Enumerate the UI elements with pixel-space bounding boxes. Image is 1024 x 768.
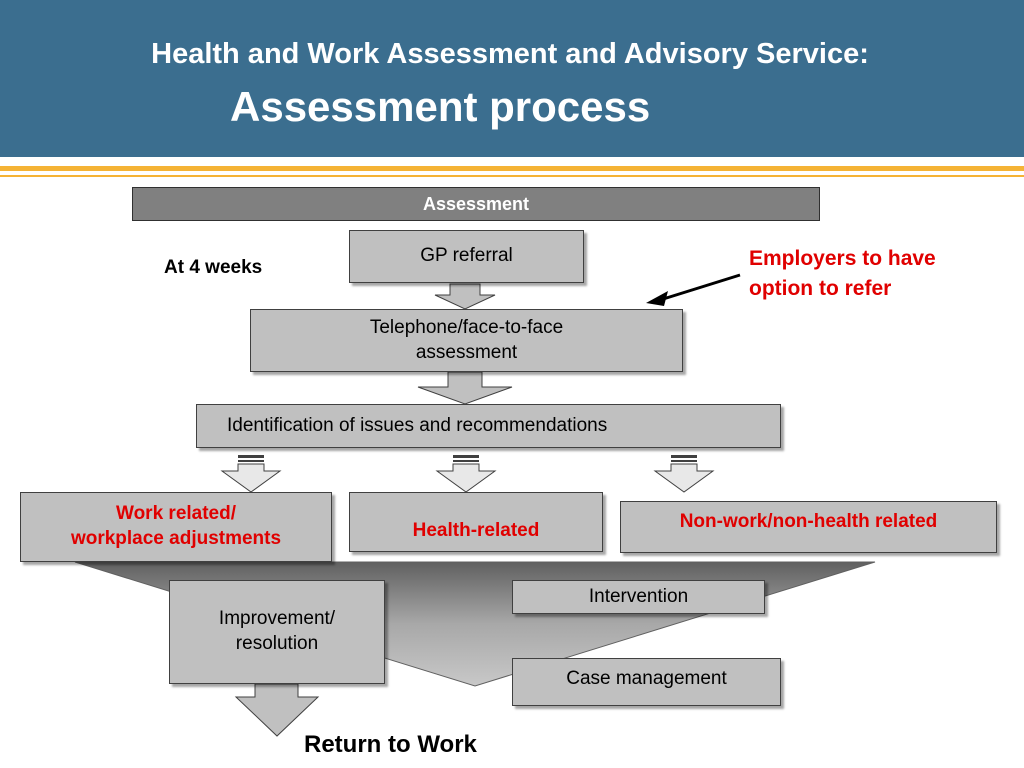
down-arrow-gp (435, 284, 495, 309)
telephone-assessment-line2: assessment (415, 341, 518, 363)
health-related-label: Health-related (412, 519, 540, 541)
improvement-line1: Improvement/ (218, 608, 336, 630)
down-arrow-nonwork (655, 455, 713, 492)
gp-referral-label: GP referral (420, 245, 513, 267)
slide-title: Health and Work Assessment and Advisory Service: (151, 38, 869, 70)
non-work-related-label: Non-work/non-health related (679, 511, 938, 532)
telephone-assessment-box (250, 309, 683, 372)
employers-note (749, 244, 936, 305)
intervention-box (512, 580, 765, 614)
telephone-assessment-line1: Telephone/face-to-face (369, 316, 564, 338)
work-related-box (20, 492, 332, 562)
down-arrow-telephone (418, 372, 512, 404)
improvement-box (169, 580, 385, 684)
case-management-box (512, 658, 781, 706)
intervention-label: Intervention (588, 585, 689, 607)
improvement-line2: resolution (235, 633, 319, 654)
gp-referral-box (349, 230, 584, 283)
work-related-line2: workplace adjustments (70, 528, 282, 549)
employer-pointer-head (646, 291, 668, 306)
case-management-label: Case management (566, 668, 727, 689)
employers-note-line2: option to refer (749, 277, 892, 301)
employer-pointer-line (660, 275, 740, 300)
health-related-box (349, 492, 603, 552)
identification-box (196, 404, 781, 448)
slide-subtitle: Assessment process (230, 83, 651, 130)
down-arrow-return (236, 684, 318, 736)
non-work-related-box (620, 501, 997, 553)
work-related-line1: Work related/ (115, 503, 237, 525)
employers-note-line1: Employers to have (749, 247, 936, 270)
timing-label: At 4 weeks (164, 257, 263, 278)
return-to-work-label: Return to Work (304, 731, 477, 758)
identification-label: Identification of issues and recommendations (227, 414, 608, 436)
down-arrow-health (437, 455, 495, 492)
down-arrow-work (222, 455, 280, 492)
assessment-bar: Assessment (132, 187, 820, 221)
